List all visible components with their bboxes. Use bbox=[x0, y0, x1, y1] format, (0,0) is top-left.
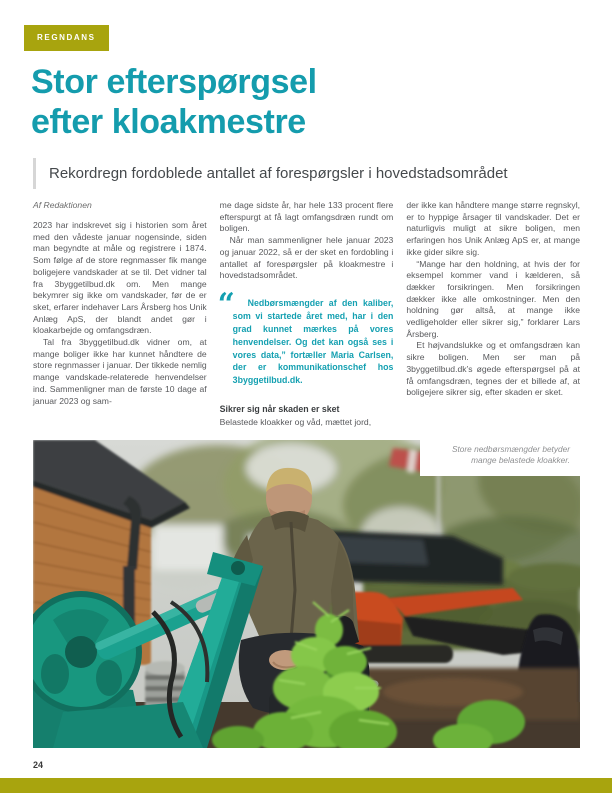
paragraph: “Mange har den holdning, at hvis der for eksempel kommer vand i kælderen, så dækker forsikringen. Men forsikringen dækker ikke alle omkostninger. Men den holdning gør altså, at mange ikke vedligeholder eller sikrer sig,” forklarer Lars Årsberg. bbox=[406, 258, 581, 339]
pull-quote-text: Nedbørsmængder af den kaliber, som vi startede året med, har i den grad kunnet mærkes på vores henvendelser. Og det kan også ses i vores data,” fortæller Maria Carlsen, der er kommunikationschef hos 3byggetilbud.dk. bbox=[232, 297, 394, 386]
category-tag: REGNDANS bbox=[24, 25, 109, 51]
byline: Af Redaktionen bbox=[33, 200, 92, 210]
photo-caption: Store nedbørsmængder betyder mange belastede kloakker. bbox=[420, 440, 580, 476]
title-line-1: Stor efterspørgsel bbox=[31, 63, 317, 101]
page-title bbox=[31, 62, 317, 142]
article-photo bbox=[33, 440, 580, 748]
paragraph: Når man sammenligner hele januar 2023 og januar 2022, så er der sket en fordobling i antallet af forespørgsler på kloakmestre i hovedstadsområdet. bbox=[219, 235, 394, 281]
paragraph: der ikke kan håndtere mange større regnskyl, er to hyppige årsager til vandskader. Det er naturligvis muligt at sikre boligen, men erfaringen hos Unik Anlæg ApS er, at mange ikke gider sikre sig. bbox=[406, 200, 581, 257]
title-line-2: efter kloakmestre bbox=[31, 103, 306, 141]
photo-illustration bbox=[33, 440, 580, 748]
paragraph: Belastede kloakker og våd, mættet jord, bbox=[219, 417, 372, 428]
column-1 bbox=[33, 200, 207, 429]
footer-bar bbox=[0, 778, 612, 793]
column-2 bbox=[217, 200, 394, 429]
quote-icon: “ bbox=[217, 286, 233, 322]
pull-quote bbox=[217, 286, 394, 387]
section-subhead: Sikrer sig når skaden er sket bbox=[219, 404, 340, 415]
column-3 bbox=[406, 200, 580, 429]
paragraph: Et højvandslukke og et omfangsdræn kan sikre boligen. Men ser man på 3byggetilbud.dk’s øgede efterspørgsel på at få omfangsdræn, tegnes der et billede af, at boligejere sikrer sig, efter skaden er sket. bbox=[406, 340, 581, 398]
paragraph: me dage sidste år, har hele 133 procent flere efterspurgt at få lagt omfangsdræn rundt om boligen. bbox=[219, 200, 394, 234]
page-number: 24 bbox=[33, 760, 44, 770]
article-standfirst: Rekordregn fordoblede antallet af forespørgsler i hovedstadsområdet bbox=[33, 158, 589, 189]
paragraph: Tal fra 3byggetilbud.dk vidner om, at mange boliger ikke har kunnet håndtere de store regnmasser i januar. Der tikkede nemlig mange vandskade-relaterede henvendelser ind. Sammenligner man de første 10 dage af januar 2023 og sam- bbox=[33, 337, 207, 406]
paragraph: 2023 har indskrevet sig i historien som året med den vådeste januar nogensinde, siden man begyndte at måle og registrere i 1874. Som følge af de store regnmasser fik mange boligejere vandskader at se til. Det vidner tal fra 3byggetilbud.dk om. Men mange bekymrer sig ikke om vandskader, før de er sket, erfarer indehaver Lars Årsberg hos Unik Anlæg ApS, der blandt andet gør i kloakarbejde og omfangsdræn. bbox=[33, 220, 207, 336]
article-body bbox=[33, 200, 580, 429]
